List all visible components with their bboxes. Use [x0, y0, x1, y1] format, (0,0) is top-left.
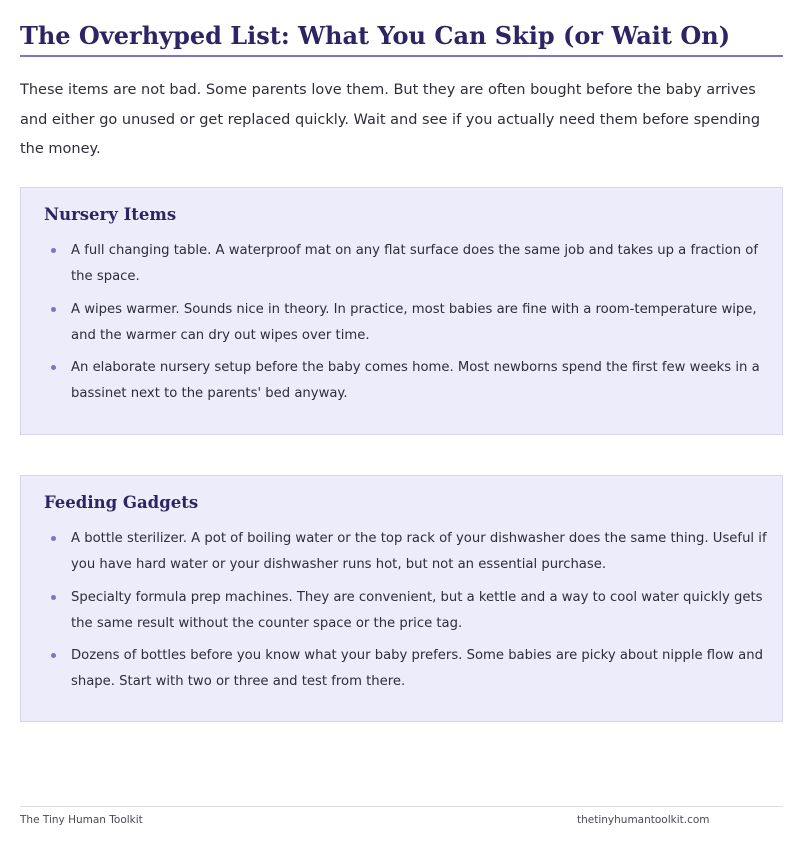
list-item	[21, 585, 782, 637]
list-item	[21, 355, 782, 407]
intro-paragraph: These items are not bad. Some parents love them. But they are often bought before the baby arrives and either go unused or get replaced quickly. Wait and see if you actually need them before spending the money.	[20, 82, 761, 157]
bullet-icon	[51, 307, 56, 312]
list-item-text: A full changing table. A waterproof mat on any flat surface does the same job and takes up a fraction of the space.	[71, 243, 759, 284]
page-title: The Overhyped List: What You Can Skip (or Wait On)	[20, 21, 731, 50]
bullet-icon	[51, 653, 56, 658]
section-title: Nursery Items	[44, 205, 177, 224]
footer-website: thetinyhumantoolkit.com	[577, 814, 710, 826]
bullet-icon	[51, 595, 56, 600]
list-item-text: A wipes warmer. Sounds nice in theory. In practice, most babies are fine with a room-temperature wipe, and the warmer can dry out wipes over time.	[71, 301, 757, 343]
item-list	[21, 238, 782, 414]
section-nursery-items	[20, 187, 783, 435]
title-divider	[20, 55, 783, 57]
section-title: Feeding Gadgets	[44, 493, 199, 512]
list-item-text: Dozens of bottles before you know what your baby prefers. Some babies are picky about nipple flow and shape. Start with two or three and test from there.	[71, 648, 763, 689]
bullet-icon	[51, 536, 56, 541]
footer-divider	[20, 806, 783, 807]
item-list	[21, 526, 782, 702]
list-item	[21, 297, 782, 349]
bullet-icon	[51, 248, 56, 253]
list-item	[21, 526, 782, 578]
section-feeding-gadgets	[20, 475, 783, 722]
list-item	[21, 238, 782, 290]
list-item-text: An elaborate nursery setup before the baby comes home. Most newborns spend the first few weeks in a bassinet next to the parents' bed anyway.	[71, 360, 760, 401]
footer-brand: The Tiny Human Toolkit	[20, 814, 143, 826]
bullet-icon	[51, 365, 56, 370]
list-item	[21, 643, 782, 695]
list-item-text: Specialty formula prep machines. They are convenient, but a kettle and a way to cool water quickly gets the same result without the counter space or the price tag.	[71, 589, 763, 631]
list-item-text: A bottle sterilizer. A pot of boiling water or the top rack of your dishwasher does the same thing. Useful if you have hard water or your dishwasher runs hot, but not an essential purchase.	[71, 531, 767, 572]
